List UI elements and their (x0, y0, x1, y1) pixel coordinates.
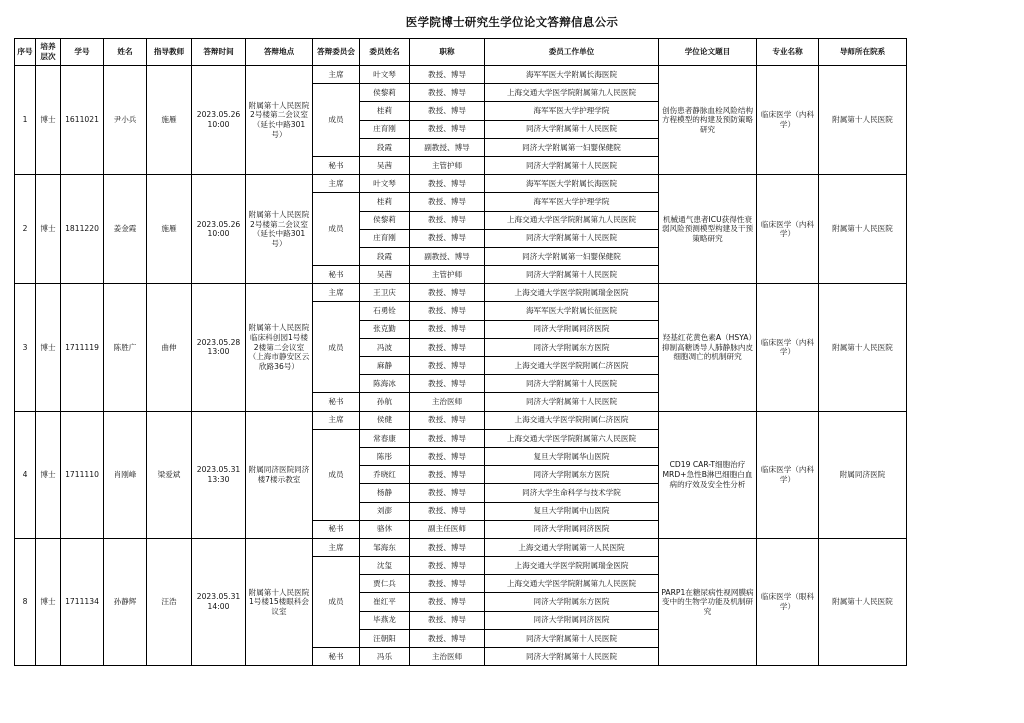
member-title-cell: 教授、博导 (410, 411, 485, 429)
committee-role-cell: 秘书 (313, 156, 360, 174)
seq-cell: 1 (15, 66, 36, 175)
defense-location-cell: 附属第十人民医院临床科创园1号楼2楼第二会议室（上海市静安区云欣路36号） (246, 284, 313, 411)
member-title-cell: 教授、博导 (410, 84, 485, 102)
member-unit-cell: 海军军医大学附属长海医院 (485, 175, 659, 193)
member-name-cell: 刘澎 (360, 502, 410, 520)
committee-role-cell: 秘书 (313, 266, 360, 284)
column-header: 职称 (410, 39, 485, 66)
page-title: 医学院博士研究生学位论文答辩信息公示 (405, 15, 619, 29)
seq-cell: 4 (15, 411, 36, 538)
member-unit-cell: 上海交通大学医学院附属第九人民医院 (485, 84, 659, 102)
committee-role-cell: 成员 (313, 429, 360, 520)
column-header: 培养层次 (36, 39, 61, 66)
member-name-cell: 陈海冰 (360, 375, 410, 393)
member-unit-cell: 同济大学附属东方医院 (485, 593, 659, 611)
member-unit-cell: 上海交通大学医学院附属瑞金医院 (485, 557, 659, 575)
seq-cell: 8 (15, 538, 36, 665)
member-name-cell: 侯黎莉 (360, 84, 410, 102)
member-title-cell: 教授、博导 (410, 629, 485, 647)
member-name-cell: 汪朝阳 (360, 629, 410, 647)
student-id-cell: 1711119 (61, 284, 104, 411)
member-unit-cell: 海军军医大学护理学院 (485, 193, 659, 211)
member-title-cell: 教授、博导 (410, 557, 485, 575)
member-unit-cell: 同济大学附属同济医院 (485, 611, 659, 629)
defense-date: 2023.05.28 (196, 337, 241, 347)
major-cell: 临床医学（内科学） (757, 175, 819, 284)
member-name-cell: 邹海东 (360, 538, 410, 556)
member-title-cell: 教授、博导 (410, 593, 485, 611)
student-id-cell: 1811220 (61, 175, 104, 284)
committee-role-cell: 秘书 (313, 648, 360, 666)
member-name-cell: 杨静 (360, 484, 410, 502)
member-name-cell: 麻静 (360, 357, 410, 375)
thesis-title-cell: PARP1在糖尿病性视网膜病变中的生物学功能及机制研究 (659, 538, 757, 665)
member-unit-cell: 上海交通大学医学院附属第六人民医院 (485, 429, 659, 447)
member-name-cell: 常春康 (360, 429, 410, 447)
advisor-dept-cell: 附属第十人民医院 (819, 66, 907, 175)
defense-info-table (14, 38, 907, 666)
member-title-cell: 教授、博导 (410, 175, 485, 193)
member-name-cell: 侯健 (360, 411, 410, 429)
advisor-dept-cell: 附属第十人民医院 (819, 284, 907, 411)
member-title-cell: 主管护师 (410, 266, 485, 284)
thesis-title-cell: 机械通气患者ICU获得性衰弱风险预测模型构建及干预策略研究 (659, 175, 757, 284)
member-title-cell: 教授、博导 (410, 447, 485, 465)
committee-role-cell: 主席 (313, 411, 360, 429)
defense-location-cell: 附属第十人民医院1号楼15楼眼科会议室 (246, 538, 313, 665)
committee-role-cell: 成员 (313, 557, 360, 648)
member-unit-cell: 同济大学附属东方医院 (485, 338, 659, 356)
committee-role-cell: 秘书 (313, 520, 360, 538)
member-name-cell: 桂莉 (360, 193, 410, 211)
defense-location-cell: 附属第十人民医院2号楼第二会议室（延长中路301号） (246, 66, 313, 175)
member-name-cell: 叶文琴 (360, 175, 410, 193)
column-header: 委员工作单位 (485, 39, 659, 66)
member-unit-cell: 海军军医大学护理学院 (485, 102, 659, 120)
member-name-cell: 毕燕龙 (360, 611, 410, 629)
defense-location-cell: 附属第十人民医院2号楼第二会议室（延长中路301号） (246, 175, 313, 284)
member-unit-cell: 上海交通大学附属第一人民医院 (485, 538, 659, 556)
major-cell: 临床医学（内科学） (757, 66, 819, 175)
member-name-cell: 王卫庆 (360, 284, 410, 302)
table-row (15, 538, 907, 556)
member-unit-cell: 同济大学附属第十人民医院 (485, 393, 659, 411)
defense-time-cell (192, 175, 246, 284)
level-cell: 博士 (36, 284, 61, 411)
member-title-cell: 教授、博导 (410, 429, 485, 447)
member-name-cell: 孙航 (360, 393, 410, 411)
member-name-cell: 桂莉 (360, 102, 410, 120)
major-cell: 临床医学（眼科学） (757, 538, 819, 665)
member-unit-cell: 上海交通大学医学院附属仁济医院 (485, 357, 659, 375)
member-name-cell: 陈彤 (360, 447, 410, 465)
column-header: 指导教师 (147, 39, 192, 66)
seq-cell: 2 (15, 175, 36, 284)
column-header: 答辩时间 (192, 39, 246, 66)
student-name-cell: 尹小兵 (104, 66, 147, 175)
member-unit-cell: 同济大学附属第十人民医院 (485, 229, 659, 247)
member-title-cell: 教授、博导 (410, 320, 485, 338)
member-name-cell: 张克勤 (360, 320, 410, 338)
seq-cell: 3 (15, 284, 36, 411)
member-title-cell: 教授、博导 (410, 538, 485, 556)
column-header: 答辩委员会 (313, 39, 360, 66)
member-name-cell: 乔晓红 (360, 466, 410, 484)
defense-clock-time: 14:00 (207, 602, 230, 612)
defense-time-cell (192, 538, 246, 665)
defense-clock-time: 13:00 (207, 347, 230, 357)
committee-role-cell: 主席 (313, 284, 360, 302)
member-title-cell: 教授、博导 (410, 484, 485, 502)
committee-role-cell: 主席 (313, 538, 360, 556)
advisor-cell: 汪浩 (147, 538, 192, 665)
column-header: 专业名称 (757, 39, 819, 66)
committee-role-cell: 主席 (313, 66, 360, 84)
student-id-cell: 1711134 (61, 538, 104, 665)
committee-role-cell: 成员 (313, 302, 360, 393)
member-title-cell: 教授、博导 (410, 357, 485, 375)
column-header: 导师所在院系 (819, 39, 907, 66)
member-unit-cell: 同济大学附属第十人民医院 (485, 648, 659, 666)
header-row (15, 39, 907, 66)
member-unit-cell: 同济大学附属同济医院 (485, 320, 659, 338)
student-name-cell: 陈胜广 (104, 284, 147, 411)
member-name-cell: 骆休 (360, 520, 410, 538)
member-title-cell: 教授、博导 (410, 302, 485, 320)
student-id-cell: 1611021 (61, 66, 104, 175)
member-unit-cell: 同济大学附属同济医院 (485, 520, 659, 538)
column-header: 姓名 (104, 39, 147, 66)
member-name-cell: 冯波 (360, 338, 410, 356)
thesis-title-cell: 创伤患者静脉血栓风险结构方程模型的构建及预防策略研究 (659, 66, 757, 175)
committee-role-cell: 成员 (313, 193, 360, 266)
defense-date: 2023.05.26 (196, 110, 241, 120)
member-unit-cell: 上海交通大学医学院附属第九人民医院 (485, 211, 659, 229)
member-unit-cell: 同济大学附属第十人民医院 (485, 120, 659, 138)
member-title-cell: 教授、博导 (410, 375, 485, 393)
member-title-cell: 教授、博导 (410, 102, 485, 120)
advisor-cell: 梁爱斌 (147, 411, 192, 538)
advisor-dept-cell: 附属第十人民医院 (819, 538, 907, 665)
member-unit-cell: 同济大学附属东方医院 (485, 466, 659, 484)
member-name-cell: 吴茜 (360, 156, 410, 174)
defense-date: 2023.05.26 (196, 219, 241, 229)
member-name-cell: 侯黎莉 (360, 211, 410, 229)
committee-role-cell: 成员 (313, 84, 360, 157)
level-cell: 博士 (36, 411, 61, 538)
table-row (15, 411, 907, 429)
advisor-cell: 曲伸 (147, 284, 192, 411)
member-title-cell: 教授、博导 (410, 120, 485, 138)
table-row (15, 284, 907, 302)
member-name-cell: 沈玺 (360, 557, 410, 575)
major-cell: 临床医学（内科学） (757, 411, 819, 538)
column-header: 答辩地点 (246, 39, 313, 66)
member-title-cell: 教授、博导 (410, 284, 485, 302)
committee-role-cell: 主席 (313, 175, 360, 193)
member-title-cell: 教授、博导 (410, 611, 485, 629)
defense-location-cell: 附属同济医院同济楼7楼示教室 (246, 411, 313, 538)
member-title-cell: 教授、博导 (410, 211, 485, 229)
member-unit-cell: 同济大学附属第十人民医院 (485, 266, 659, 284)
member-title-cell: 教授、博导 (410, 338, 485, 356)
member-unit-cell: 同济大学附属第一妇婴保健院 (485, 138, 659, 156)
defense-time-cell (192, 284, 246, 411)
member-title-cell: 主治医师 (410, 648, 485, 666)
defense-time-cell (192, 66, 246, 175)
member-title-cell: 副教授、博导 (410, 138, 485, 156)
member-title-cell: 主治医师 (410, 393, 485, 411)
advisor-dept-cell: 附属同济医院 (819, 411, 907, 538)
member-unit-cell: 上海交通大学医学院附属瑞金医院 (485, 284, 659, 302)
member-name-cell: 段霞 (360, 247, 410, 265)
advisor-dept-cell: 附属第十人民医院 (819, 175, 907, 284)
level-cell: 博士 (36, 66, 61, 175)
member-title-cell: 主管护师 (410, 156, 485, 174)
member-unit-cell: 海军军医大学附属长海医院 (485, 66, 659, 84)
advisor-cell: 施雁 (147, 175, 192, 284)
member-title-cell: 教授、博导 (410, 229, 485, 247)
level-cell: 博士 (36, 538, 61, 665)
member-name-cell: 段霞 (360, 138, 410, 156)
member-unit-cell: 海军军医大学附属长征医院 (485, 302, 659, 320)
table-body (15, 66, 907, 666)
column-header: 委员姓名 (360, 39, 410, 66)
student-id-cell: 1711110 (61, 411, 104, 538)
student-name-cell: 姜金霞 (104, 175, 147, 284)
defense-date: 2023.05.31 (196, 465, 241, 475)
member-title-cell: 教授、博导 (410, 193, 485, 211)
member-unit-cell: 同济大学附属第一妇婴保健院 (485, 247, 659, 265)
table-row (15, 175, 907, 193)
member-name-cell: 庄育刚 (360, 120, 410, 138)
advisor-cell: 施雁 (147, 66, 192, 175)
defense-date: 2023.05.31 (196, 592, 241, 602)
defense-clock-time: 10:00 (207, 229, 230, 239)
member-title-cell: 教授、博导 (410, 466, 485, 484)
member-unit-cell: 上海交通大学医学院附属第九人民医院 (485, 575, 659, 593)
member-name-cell: 叶文琴 (360, 66, 410, 84)
member-unit-cell: 同济大学附属第十人民医院 (485, 375, 659, 393)
defense-time-cell (192, 411, 246, 538)
member-title-cell: 教授、博导 (410, 66, 485, 84)
member-name-cell: 吴茜 (360, 266, 410, 284)
committee-role-cell: 秘书 (313, 393, 360, 411)
student-name-cell: 肖刚峰 (104, 411, 147, 538)
column-header: 学号 (61, 39, 104, 66)
thesis-title-cell: CD19 CAR-T细胞治疗MRD+急性B淋巴细胞白血病的疗效及安全性分析 (659, 411, 757, 538)
major-cell: 临床医学（内科学） (757, 284, 819, 411)
member-name-cell: 庄育刚 (360, 229, 410, 247)
column-header: 学位论文题目 (659, 39, 757, 66)
student-name-cell: 孙静辉 (104, 538, 147, 665)
member-title-cell: 教授、博导 (410, 575, 485, 593)
member-unit-cell: 上海交通大学医学院附属仁济医院 (485, 411, 659, 429)
member-unit-cell: 同济大学附属第十人民医院 (485, 629, 659, 647)
member-unit-cell: 同济大学附属第十人民医院 (485, 156, 659, 174)
member-unit-cell: 复旦大学附属中山医院 (485, 502, 659, 520)
member-name-cell: 贾仁兵 (360, 575, 410, 593)
member-unit-cell: 同济大学生命科学与技术学院 (485, 484, 659, 502)
member-name-cell: 冯乐 (360, 648, 410, 666)
member-title-cell: 教授、博导 (410, 502, 485, 520)
defense-clock-time: 10:00 (207, 120, 230, 130)
member-name-cell: 石勇铨 (360, 302, 410, 320)
table-row (15, 66, 907, 84)
defense-clock-time: 13:30 (207, 474, 230, 484)
member-name-cell: 崔红平 (360, 593, 410, 611)
thesis-title-cell: 羟基红花黄色素A（HSYA）抑制高糖诱导人肺静脉内皮细胞凋亡的机制研究 (659, 284, 757, 411)
column-header: 序号 (15, 39, 36, 66)
member-title-cell: 副教授、博导 (410, 247, 485, 265)
member-unit-cell: 复旦大学附属华山医院 (485, 447, 659, 465)
member-title-cell: 副主任医师 (410, 520, 485, 538)
level-cell: 博士 (36, 175, 61, 284)
